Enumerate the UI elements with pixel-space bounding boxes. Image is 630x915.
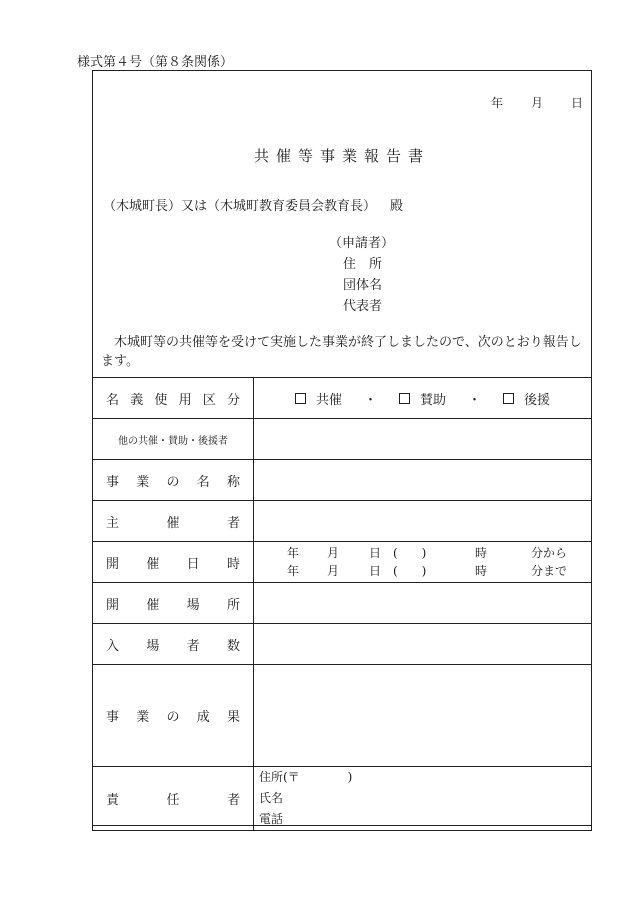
venue-label: 開 催 場 所 bbox=[93, 583, 254, 624]
datetime-field[interactable] bbox=[254, 542, 592, 583]
attendance-field[interactable] bbox=[254, 624, 592, 665]
row-attendance bbox=[93, 624, 592, 665]
applicant-heading: （申請者） bbox=[329, 236, 395, 251]
applicant-group: 団体名 bbox=[343, 278, 383, 293]
option-koen[interactable]: 後援 bbox=[503, 389, 550, 408]
datetime-end: 年 月 日 ( ) 時 分まで bbox=[287, 564, 568, 578]
report-table bbox=[92, 377, 592, 831]
row-name-use bbox=[93, 378, 592, 419]
option-kyosai[interactable]: 共催 bbox=[295, 389, 342, 408]
date-day: 日 bbox=[570, 96, 583, 110]
addressee bbox=[103, 195, 403, 214]
responsible-label: 責 任 者 bbox=[93, 767, 254, 831]
applicant-block bbox=[329, 233, 394, 317]
date-month: 月 bbox=[530, 96, 543, 110]
organizer-label: 主 催 者 bbox=[93, 501, 254, 542]
row-datetime bbox=[93, 542, 592, 583]
addressee-honorific: 殿 bbox=[390, 199, 404, 214]
form-code: 様式第４号（第８条関係） bbox=[77, 55, 234, 70]
row-venue bbox=[93, 583, 592, 624]
row-organizer bbox=[93, 501, 592, 542]
responsible-name: 氏名 bbox=[259, 791, 284, 805]
applicant-representative: 代表者 bbox=[343, 299, 383, 314]
organizer-field[interactable] bbox=[254, 501, 592, 542]
addressee-text: （木城町長）又は（木城町教育委員会教育長） bbox=[103, 199, 377, 214]
applicant-address: 住 所 bbox=[343, 257, 383, 272]
body-text: 木城町等の共催等を受けて実施した事業が終了しましたので、次のとおり報告します。 bbox=[101, 335, 582, 369]
page-title: 共催等事業報告書 bbox=[253, 147, 430, 165]
name-use-options: 共催 ・ 賛助 ・ 後援 bbox=[254, 378, 592, 419]
report-form bbox=[92, 70, 592, 826]
event-name-label: 事 業 の 名 称 bbox=[93, 460, 254, 501]
option-sanjo[interactable]: 賛助 bbox=[399, 389, 446, 408]
other-sponsors-field[interactable] bbox=[254, 419, 592, 460]
datetime-start: 年 月 日 ( ) 時 分から bbox=[287, 546, 568, 560]
results-label: 事 業 の 成 果 bbox=[93, 665, 254, 767]
date-year: 年 bbox=[490, 96, 503, 110]
date-line bbox=[491, 94, 583, 111]
row-results bbox=[93, 665, 592, 767]
checkbox-icon[interactable] bbox=[295, 393, 306, 404]
checkbox-icon[interactable] bbox=[503, 393, 514, 404]
responsible-field[interactable] bbox=[254, 767, 592, 831]
responsible-address: 住所(〒 ) bbox=[259, 770, 353, 784]
attendance-label: 入 場 者 数 bbox=[93, 624, 254, 665]
results-field[interactable] bbox=[254, 665, 592, 767]
datetime-label: 開 催 日 時 bbox=[93, 542, 254, 583]
row-responsible bbox=[93, 767, 592, 831]
responsible-phone: 電話 bbox=[259, 812, 284, 826]
name-use-label: 名 義 使 用 区 分 bbox=[93, 378, 254, 419]
row-event-name bbox=[93, 460, 592, 501]
row-other-sponsors bbox=[93, 419, 592, 460]
event-name-field[interactable] bbox=[254, 460, 592, 501]
checkbox-icon[interactable] bbox=[399, 393, 410, 404]
other-sponsors-label: 他の共催・賛助・後援者 bbox=[93, 419, 254, 460]
venue-field[interactable] bbox=[254, 583, 592, 624]
